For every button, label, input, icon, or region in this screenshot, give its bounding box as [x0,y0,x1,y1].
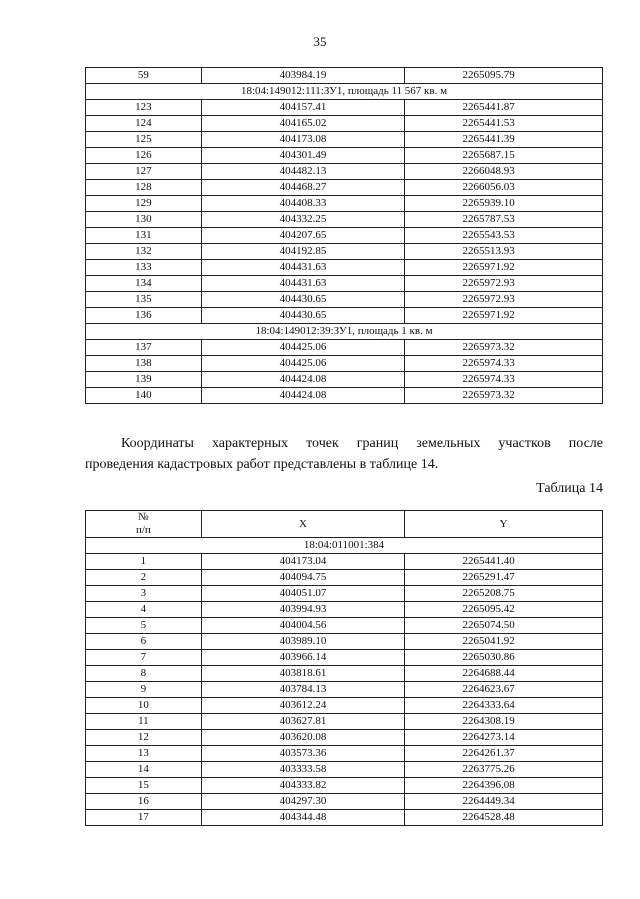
x-coordinate-cell: 404430.65 [201,292,405,308]
y-coordinate-cell: 2265441.39 [405,132,603,148]
y-coordinate-cell: 2264261.37 [405,746,603,762]
x-coordinate-cell: 403989.10 [201,634,405,650]
table-row [86,778,603,794]
y-coordinate-cell: 2265513.93 [405,244,603,260]
y-coordinate-cell: 2265208.75 [405,586,603,602]
x-coordinate-cell: 403627.81 [201,714,405,730]
table-row [86,650,603,666]
table-row [86,180,603,196]
point-number-cell: 137 [86,340,202,356]
x-coordinate-cell: 404408.33 [201,196,405,212]
y-coordinate-cell: 2264396.08 [405,778,603,794]
x-coordinate-cell: 404431.63 [201,260,405,276]
table-row [86,116,603,132]
y-coordinate-cell: 2264273.14 [405,730,603,746]
x-coordinate-cell: 403994.93 [201,602,405,618]
point-number-cell: 7 [86,650,202,666]
y-coordinate-cell: 2266056.03 [405,180,603,196]
x-coordinate-cell: 404297.30 [201,794,405,810]
table-row [86,602,603,618]
y-coordinate-cell: 2265095.42 [405,602,603,618]
x-coordinate-cell: 403984.19 [201,68,405,84]
point-number-cell: 131 [86,228,202,244]
x-coordinate-cell: 404207.65 [201,228,405,244]
table-row [86,228,603,244]
point-number-cell: 123 [86,100,202,116]
table-row [86,634,603,650]
point-number-cell: 133 [86,260,202,276]
y-coordinate-cell: 2265543.53 [405,228,603,244]
table-row [86,244,603,260]
point-number-cell: 135 [86,292,202,308]
y-coordinate-cell: 2265291.47 [405,570,603,586]
y-coordinate-cell: 2264449.34 [405,794,603,810]
x-coordinate-cell: 404173.08 [201,132,405,148]
y-coordinate-cell: 2265441.87 [405,100,603,116]
x-coordinate-cell: 403333.58 [201,762,405,778]
table-row [86,356,603,372]
point-number-cell: 139 [86,372,202,388]
point-number-cell: 5 [86,618,202,634]
table-row [86,68,603,84]
y-coordinate-cell: 2265074.50 [405,618,603,634]
table-row [86,762,603,778]
point-number-cell: 138 [86,356,202,372]
table-row [86,554,603,570]
table-header-row [86,511,603,538]
point-number-cell: 129 [86,196,202,212]
x-coordinate-cell: 403612.24 [201,698,405,714]
y-coordinate-cell: 2265787.53 [405,212,603,228]
x-coordinate-cell: 404431.63 [201,276,405,292]
table-body [86,68,603,404]
section-row [86,84,603,100]
x-coordinate-cell: 404424.08 [201,372,405,388]
x-coordinate-cell: 403573.36 [201,746,405,762]
x-coordinate-cell: 404157.41 [201,100,405,116]
table-row [86,714,603,730]
x-coordinate-cell: 404430.65 [201,308,405,324]
table-row [86,276,603,292]
point-number-cell: 130 [86,212,202,228]
parcel-section-heading: 18:04:149012:39:ЗУ1, площадь 1 кв. м [86,324,603,340]
column-header-x: X [201,511,405,538]
point-number-cell: 11 [86,714,202,730]
table-row [86,148,603,164]
point-number-cell: 134 [86,276,202,292]
point-number-cell: 2 [86,570,202,586]
x-coordinate-cell: 404344.48 [201,810,405,826]
table-row [86,730,603,746]
point-number-cell: 13 [86,746,202,762]
x-coordinate-cell: 404332.25 [201,212,405,228]
y-coordinate-cell: 2265095.79 [405,68,603,84]
table-row [86,682,603,698]
point-number-cell: 6 [86,634,202,650]
y-coordinate-cell: 2265973.32 [405,340,603,356]
point-number-cell: 125 [86,132,202,148]
table-row [86,794,603,810]
point-number-cell: 8 [86,666,202,682]
table-row [86,618,603,634]
table-row [86,292,603,308]
point-number-cell: 15 [86,778,202,794]
parcel-section-heading: 18:04:011001:384 [86,538,603,554]
y-coordinate-cell: 2265974.33 [405,356,603,372]
table-row [86,570,603,586]
x-coordinate-cell: 404165.02 [201,116,405,132]
column-header-y: Y [405,511,603,538]
column-header-number [86,511,202,538]
y-coordinate-cell: 2265687.15 [405,148,603,164]
table-row [86,388,603,404]
x-coordinate-cell: 403784.13 [201,682,405,698]
point-number-cell: 126 [86,148,202,164]
y-coordinate-cell: 2265972.93 [405,292,603,308]
coordinates-table-14 [85,510,603,826]
x-coordinate-cell: 403966.14 [201,650,405,666]
table-row [86,308,603,324]
coordinates-table-continued [85,67,603,404]
x-coordinate-cell: 404424.08 [201,388,405,404]
y-coordinate-cell: 2266048.93 [405,164,603,180]
y-coordinate-cell: 2265939.10 [405,196,603,212]
body-paragraph [85,433,603,475]
x-coordinate-cell: 404468.27 [201,180,405,196]
y-coordinate-cell: 2265030.86 [405,650,603,666]
page-number: 35 [313,34,327,49]
y-coordinate-cell: 2265041.92 [405,634,603,650]
x-coordinate-cell: 404425.06 [201,340,405,356]
table-row [86,340,603,356]
column-header-number-line: № [138,511,149,523]
y-coordinate-cell: 2265972.93 [405,276,603,292]
y-coordinate-cell: 2265974.33 [405,372,603,388]
point-number-cell: 128 [86,180,202,196]
point-number-cell: 59 [86,68,202,84]
point-number-cell: 4 [86,602,202,618]
y-coordinate-cell: 2265441.53 [405,116,603,132]
table-row [86,810,603,826]
point-number-cell: 12 [86,730,202,746]
table-row [86,212,603,228]
point-number-cell: 140 [86,388,202,404]
table-row [86,164,603,180]
y-coordinate-cell: 2264333.64 [405,698,603,714]
table-row [86,666,603,682]
point-number-cell: 132 [86,244,202,260]
point-number-cell: 3 [86,586,202,602]
table-row [86,746,603,762]
y-coordinate-cell: 2265971.92 [405,260,603,276]
point-number-cell: 136 [86,308,202,324]
y-coordinate-cell: 2264528.48 [405,810,603,826]
point-number-cell: 14 [86,762,202,778]
point-number-cell: 124 [86,116,202,132]
x-coordinate-cell: 404482.13 [201,164,405,180]
column-header-number-line: п/п [135,524,151,536]
point-number-cell: 17 [86,810,202,826]
x-coordinate-cell: 403818.61 [201,666,405,682]
table-body [86,538,603,826]
point-number-cell: 1 [86,554,202,570]
table-row [86,132,603,148]
x-coordinate-cell: 404004.56 [201,618,405,634]
table-row [86,260,603,276]
section-row [86,324,603,340]
x-coordinate-cell: 404333.82 [201,778,405,794]
paragraph-line: проведения кадастровых работ представлены в таблице 14. [85,457,439,472]
y-coordinate-cell: 2265973.32 [405,388,603,404]
table-row [86,698,603,714]
x-coordinate-cell: 404192.85 [201,244,405,260]
x-coordinate-cell: 404301.49 [201,148,405,164]
paragraph-line: Координаты характерных точек границ земельных участков после [121,436,603,451]
y-coordinate-cell: 2265441.40 [405,554,603,570]
y-coordinate-cell: 2264308.19 [405,714,603,730]
x-coordinate-cell: 403620.08 [201,730,405,746]
table-row [86,196,603,212]
point-number-cell: 127 [86,164,202,180]
table-caption: Таблица 14 [536,481,603,496]
x-coordinate-cell: 404173.04 [201,554,405,570]
table-row [86,372,603,388]
x-coordinate-cell: 404051.07 [201,586,405,602]
y-coordinate-cell: 2265971.92 [405,308,603,324]
point-number-cell: 9 [86,682,202,698]
x-coordinate-cell: 404425.06 [201,356,405,372]
y-coordinate-cell: 2264623.67 [405,682,603,698]
point-number-cell: 10 [86,698,202,714]
table-row [86,100,603,116]
point-number-cell: 16 [86,794,202,810]
x-coordinate-cell: 404094.75 [201,570,405,586]
parcel-section-heading: 18:04:149012:111:ЗУ1, площадь 11 567 кв. м [86,84,603,100]
table-row [86,586,603,602]
section-row [86,538,603,554]
y-coordinate-cell: 2263775.26 [405,762,603,778]
y-coordinate-cell: 2264688.44 [405,666,603,682]
